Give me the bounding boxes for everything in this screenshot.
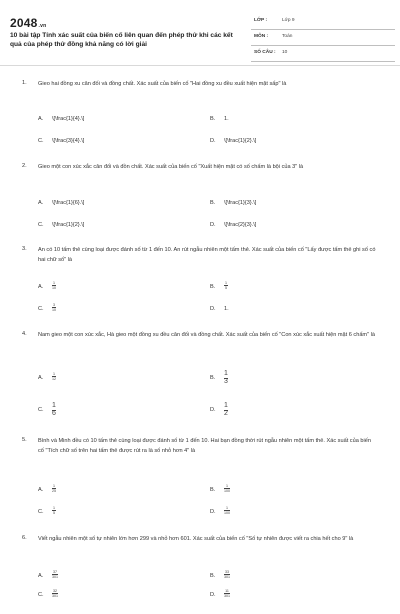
meta-row-subject (251, 33, 395, 46)
fraction-numerator: 1 (224, 402, 228, 409)
fraction-numerator: 11 (225, 589, 229, 593)
option-fraction (224, 506, 230, 515)
option-fraction (52, 589, 58, 598)
option-fraction (224, 402, 228, 418)
option-letter: B. (210, 375, 216, 381)
option-letter: B. (210, 116, 216, 122)
fraction-numerator: 37 (53, 570, 57, 574)
question-number: 2. (22, 163, 27, 169)
fraction-denominator: 3 (224, 378, 228, 386)
fraction-numerator: 1 (224, 370, 228, 377)
fraction-numerator: 1 (53, 506, 55, 510)
option-fraction (224, 484, 230, 493)
option-text: \[\frac{3}{4}.\] (52, 138, 85, 144)
option-text: \[\frac{1}{2}.\] (52, 222, 85, 228)
fraction-numerator: 1 (53, 372, 55, 376)
fraction-numerator: 33 (225, 570, 229, 574)
option-text: \[\frac{2}{3}.\] (224, 222, 257, 228)
meta-row-count (251, 49, 395, 62)
option-fraction (52, 372, 56, 381)
meta-value: Toán (282, 34, 293, 39)
worksheet-header (0, 0, 400, 66)
option-letter: A. (38, 116, 44, 122)
option-letter: C. (38, 222, 44, 228)
fraction-denominator: 100 (224, 488, 230, 493)
fraction-numerator: 1 (225, 281, 227, 285)
worksheet-title: 10 bài tập Tính xác suất của biến cố liên quan đến phép thử khi các kết quả của phép thử đồng khả năng có lời giải (10, 32, 233, 48)
meta-row-grade (251, 17, 395, 30)
fraction-denominator: 10 (52, 307, 56, 312)
fraction-denominator: 301 (52, 574, 58, 579)
question-number: 4. (22, 331, 27, 337)
fraction-numerator: 1 (52, 402, 56, 409)
option-text: 1. (224, 116, 229, 122)
logo-main: 2048 (10, 16, 38, 30)
fraction-numerator: 1 (53, 281, 55, 285)
option-letter: D. (210, 407, 216, 413)
header-divider (0, 65, 400, 66)
fraction-denominator: 6 (52, 410, 56, 418)
fraction-numerator: 32 (53, 589, 57, 593)
fraction-denominator: 301 (224, 574, 230, 579)
fraction-denominator: 5 (225, 285, 227, 290)
question-number: 5. (22, 437, 27, 443)
meta-value: Lớp 9 (282, 18, 295, 23)
option-letter: B. (210, 573, 216, 579)
question-text: An có 10 tấm thẻ cùng loại được đánh số từ 1 đến 10. An rút ngẫu nhiên một tấm thẻ. Xác suất của biến cố "Lấy được tấm thẻ ghi số có hai chữ số" là (38, 247, 376, 263)
meta-value: 10 (282, 50, 288, 55)
option-fraction (52, 570, 58, 579)
question-text: Gieo hai đồng xu cân đối và đồng chất. Xác suất của biến cố "Hai đồng xu đều xuất hiện mặt sấp" là (38, 81, 287, 87)
option-letter: B. (210, 487, 216, 493)
option-letter: A. (38, 200, 44, 206)
fraction-denominator: 12 (52, 376, 56, 381)
fraction-denominator: 301 (52, 593, 58, 598)
option-letter: B. (210, 284, 216, 290)
question-text: Nam gieo một con xúc xắc, Hà gieo một đồng xu đều cân đối và đồng chất. Xác suất của biến cố "Con xúc xắc xuất hiện mặt 6 chấm" là (38, 332, 375, 338)
option-fraction (224, 281, 228, 290)
meta-key: MÔN : (254, 34, 269, 39)
option-fraction (52, 303, 56, 312)
fraction-numerator: 1 (226, 506, 228, 510)
option-text: \[\frac{1}{3}.\] (224, 200, 257, 206)
question-text: Bình và Minh đều có 10 tấm thẻ cùng loại được đánh số từ 1 đến 10. Hai bạn đồng thời rút ngẫu nhiên một tấm thẻ. Xác suất của biến cố "Tích chữ số trên hai tấm thẻ được rút ra là số nhỏ hơn 4" là (38, 438, 371, 454)
logo-tld: .vn (38, 23, 47, 29)
meta-key: LỚP : (254, 18, 268, 23)
question-text: Viết ngẫu nhiên một số tự nhiên lớn hơn 299 và nhỏ hơn 601. Xác suất của biến cố "Số tự nhiên được viết ra chia hết cho 9" là (38, 536, 354, 542)
option-letter: B. (210, 200, 216, 206)
option-fraction (52, 506, 56, 515)
option-letter: C. (38, 138, 44, 144)
option-fraction (52, 484, 56, 493)
option-text: \[\frac{1}{4}.\] (52, 116, 85, 122)
option-letter: A. (38, 284, 44, 290)
option-letter: C. (38, 509, 44, 515)
option-letter: D. (210, 222, 216, 228)
option-text: 1. (224, 306, 229, 312)
question-number: 3. (22, 246, 27, 252)
option-text: \[\frac{1}{6}.\] (52, 200, 85, 206)
option-fraction (52, 281, 56, 290)
meta-key: SỐ CÂU : (254, 50, 276, 55)
option-fraction (224, 589, 230, 598)
fraction-denominator: 25 (52, 488, 56, 493)
option-letter: A. (38, 375, 44, 381)
option-letter: C. (38, 592, 44, 598)
question-text: Gieo một con xúc xắc cân đối và đồn chất. Xác suất của biến cố "Xuất hiện mặt có số chấm là bội của 3" là (38, 164, 304, 170)
option-letter: A. (38, 573, 44, 579)
question-number: 1. (22, 80, 27, 86)
option-fraction (224, 570, 230, 579)
fraction-denominator: 301 (224, 593, 230, 598)
fraction-denominator: 5 (53, 510, 55, 515)
option-letter: D. (210, 592, 216, 598)
fraction-denominator: 2 (224, 410, 228, 418)
fraction-numerator: 1 (53, 484, 55, 488)
option-letter: A. (38, 487, 44, 493)
option-fraction (224, 370, 228, 386)
worksheet-meta (251, 17, 395, 65)
fraction-denominator: 10 (52, 285, 56, 290)
option-letter: C. (38, 306, 44, 312)
option-letter: C. (38, 407, 44, 413)
option-fraction (52, 402, 56, 418)
site-logo[interactable] (10, 16, 46, 30)
option-text: \[\frac{1}{2}.\] (224, 138, 257, 144)
option-letter: D. (210, 306, 216, 312)
fraction-numerator: 1 (226, 484, 228, 488)
fraction-denominator: 100 (224, 510, 230, 515)
option-letter: D. (210, 509, 216, 515)
fraction-numerator: 3 (53, 303, 55, 307)
option-letter: D. (210, 138, 216, 144)
question-number: 6. (22, 535, 27, 541)
